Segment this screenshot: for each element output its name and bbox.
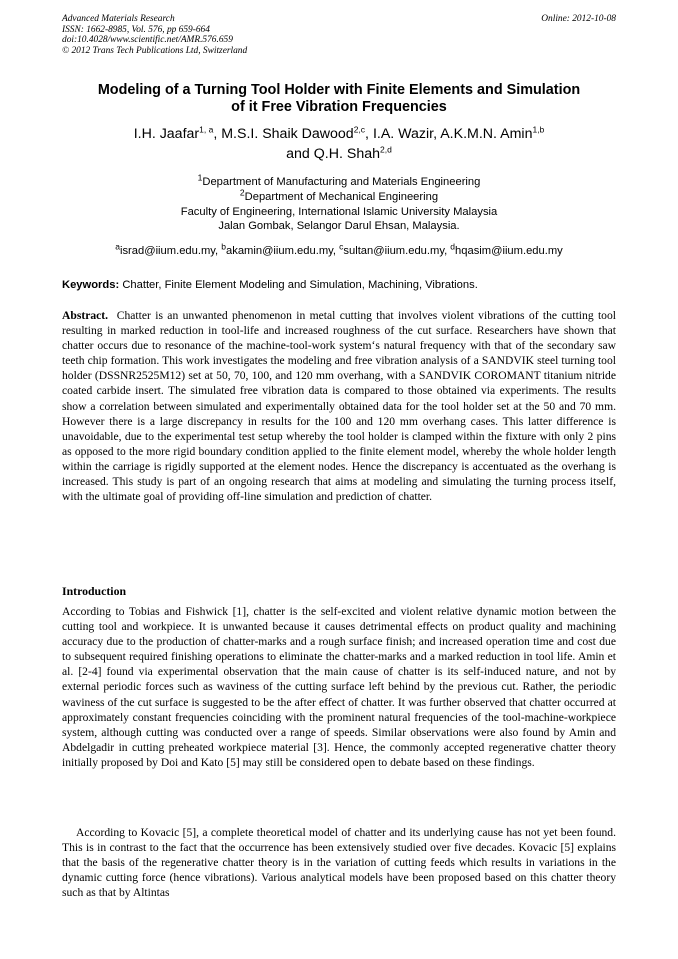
- issn-line: ISSN: 1662-8985, Vol. 576, pp 659-664: [62, 24, 210, 35]
- email-link[interactable]: israd@iium.edu.my,: [119, 245, 219, 257]
- doi-line: doi:10.4028/www.scientific.net/AMR.576.659: [62, 35, 233, 46]
- keywords-label: Keywords:: [62, 279, 120, 291]
- author-name: A.K.M.N. Amin: [440, 126, 533, 142]
- abstract: [62, 308, 616, 504]
- section-heading-introduction: Introduction: [62, 584, 127, 598]
- affiliation-text: Department of Manufacturing and Materials Engineering: [202, 176, 481, 188]
- author-superscript: 1,b: [532, 124, 545, 135]
- author-name: I.H. Jaafar: [133, 126, 200, 142]
- introduction-paragraph-1: According to Tobias and Fishwick [1], chatter is the self-excited and violent relative dynamic motion between the cutting tool and workpiece. It is unwanted because it causes detrimental effects on product quality and machining accuracy due to the production of chatter-marks and a rough surface finish; and increased operation time and cost due to subsequent required finishing operations to eliminate the chatter-marks and a marked reduction in tool life. Amin et al. [2-4] found via experimental observation that the main cause of chatter is its self-induced nature, and not by external periodic forces such as waviness of the cutting surface left behind by the previous cut. Rather, the periodic waviness of the cut surface is suggested to be the after effect of chatter. It was further observed that chatter occurred at approximately constant frequencies coinciding with the prominent natural frequencies of the tool-machine-workpiece system, although cutting was conducted over a range of speeds. Similar observations were also found by Amin and Abdelgadir in cutting preheated workpiece material [3]. Hence, the commonly accepted regenerative chatter theory initially proposed by Doi and Kato [5] may still be considered open to debate based on these findings.: [62, 605, 616, 769]
- abstract-text: Chatter is an unwanted phenomenon in metal cutting that involves violent vibrations of the cutting tool resulting in marked reduction in tool-life and increased roughness of the cut surface. Researchers have shown that chatter occurs due to resonance of the machine-tool-work system‘s natural frequency with that of the secondary saw teeth chip formation. This work investigates the modeling and free vibration analysis of a SANDVIK steel turning tool holder (DSSNR2525M12) set at 50, 70, 100, and 120 mm overhang, with a SANDVIK COROMANT titanium nitride coated carbide insert. The simulated free vibration data is compared to those obtained via experiments. The results show a correlation between simulated and experimentally obtained data for the tool holder set at the 50 and 70 mm. However there is a large discrepancy in results for the 100 and 120 mm overhang cases. This latter difference is unavoidable, due to the experimental test setup whereby the tool holder is clamped within the fixture with only 2 pins as opposed to the more rigid boundary condition applied to the finite element model, whereby the whole holder length within the carriage is rigidly supported at the element nodes. Hence the discrepancy is accentuated as the overhang is increased. This study is part of an ongoing research that aims at modeling and simulating the turning process itself, with the ultimate goal of providing off-line simulation and prediction of chatter.: [62, 309, 616, 504]
- author-name: M.S.I. Shaik Dawood: [221, 126, 354, 142]
- affiliations: [62, 172, 616, 234]
- affiliation-1: [62, 172, 616, 190]
- author-line-2: [62, 144, 616, 164]
- affiliation-2: [62, 187, 616, 205]
- email-link[interactable]: hqasim@iium.edu.my: [455, 245, 563, 257]
- email-superscript: d: [450, 241, 456, 252]
- author-superscript: 2,d: [380, 144, 392, 155]
- journal-name: Advanced Materials Research: [62, 14, 175, 24]
- keywords-text: Chatter, Finite Element Modeling and Simulation, Machining, Vibrations.: [122, 279, 478, 291]
- email-superscript: b: [221, 241, 227, 252]
- author-name: Q.H. Shah: [313, 146, 381, 162]
- author-list: [62, 124, 616, 164]
- email-superscript: c: [339, 241, 344, 252]
- paper-title: [62, 82, 616, 116]
- author-name: I.A. Wazir: [372, 126, 434, 142]
- keywords: [62, 279, 616, 291]
- introduction-paragraph-2: According to Kovacic [5], a complete theoretical model of chatter and its underlying cause has not yet been found. This is in contrast to the fact that the occurrence has been extensively studied over five decades. Kovacic [5] explains that the basis of the regenerative chatter theory is in the variation of cutting feeds which results in variations in the dynamic cutting force (hence vibrations). Various analytical models have been proposed based on this chatter theory such as that by Altintas: [62, 826, 616, 900]
- copyright-line: © 2012 Trans Tech Publications Ltd, Switzerland: [62, 45, 248, 56]
- email-link[interactable]: sultan@iium.edu.my,: [343, 245, 448, 257]
- faculty-line: Faculty of Engineering, International Islamic University Malaysia: [180, 205, 498, 218]
- email-superscript: a: [115, 241, 120, 252]
- journal-header: [62, 14, 247, 56]
- author-line-1: I.H. Jaafar$^{1, a}$, M.S.I. Shaik Dawood$^{2,c}$, I.A. Wazir, A.K.M.N. Amin$^{1,b}$: [133, 124, 545, 142]
- affiliation-text: Department of Mechanical Engineering: [244, 190, 439, 203]
- online-date: Online: 2012-10-08: [541, 14, 616, 24]
- title-line-2: of it Free Vibration Frequencies: [231, 99, 447, 115]
- author-superscript: 2,c: [353, 124, 366, 135]
- email-list: [62, 241, 616, 257]
- address-line: Jalan Gombak, Selangor Darul Ehsan, Malaysia.: [218, 220, 460, 233]
- affiliation-superscript: 2: [239, 187, 245, 198]
- author-and: and: [286, 146, 310, 162]
- email-link[interactable]: akamin@iium.edu.my,: [226, 245, 337, 257]
- author-superscript: 1, a: [199, 124, 214, 135]
- affiliation-superscript: 1: [197, 172, 203, 183]
- title-line-1: Modeling of a Turning Tool Holder with Finite Elements and Simulation: [97, 82, 581, 98]
- abstract-label: Abstract.: [62, 309, 109, 322]
